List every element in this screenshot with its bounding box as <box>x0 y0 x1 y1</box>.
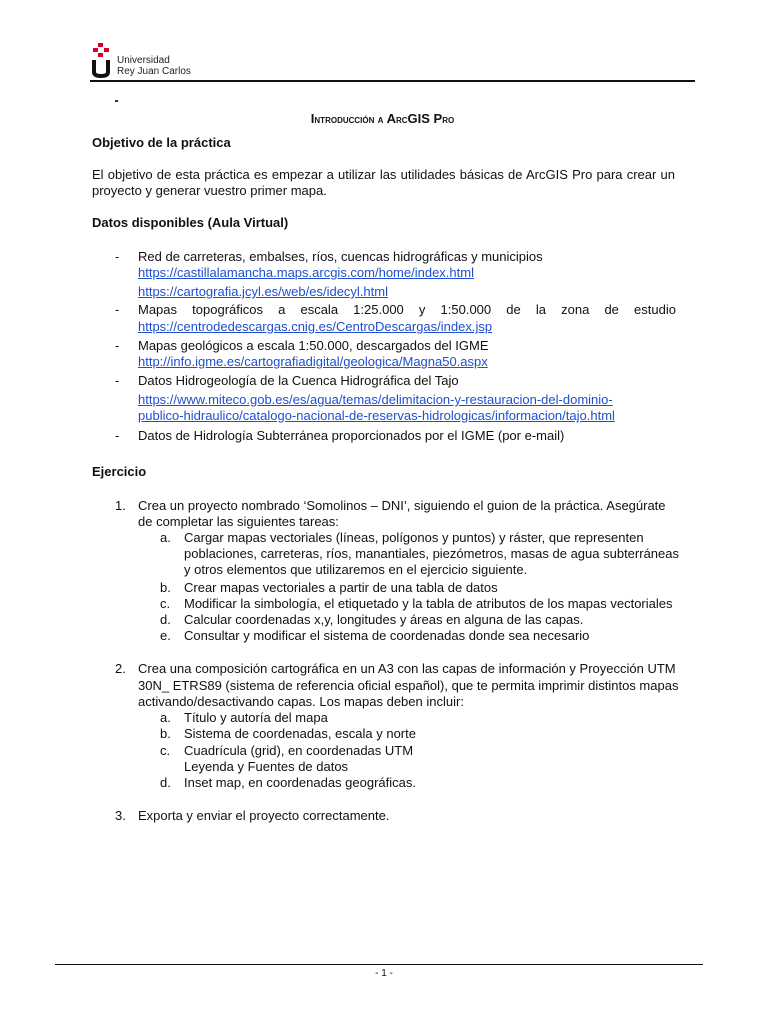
link[interactable]: https://cartografia.jcyl.es/web/es/idecyl.html <box>138 284 388 299</box>
objetivo-paragraph <box>92 167 675 199</box>
objetivo-line-1: El objetivo de esta práctica es empezar a utilizar las utilidades básicas de ArcGIS Pro para crear un <box>92 167 675 182</box>
document-page: Universidad Rey Juan Carlos Introducción a ArcGIS Pro Objetivo de la práctica El objetivo de esta práctica es empezar a utilizar las utilidades básicas de ArcGIS Pro para crear un proyecto y generar vuestro primer mapa. Datos disponibles (Aula Virtual) - Red de carreteras, embalses, ríos, cuencas hidrográficas y municipios https://castillalamancha.maps.arcgis.com/home/index.html https://cartografia.jcyl.es/web/es/idecyl.html - Mapas topográficos a escala 1:25.000 y 1:50.000 de la zona de estudio https://centrodedescargas.cnig.es/CentroDescargas/index.jsp - Mapas geológicos a escala 1:50.000, descargados del IGME http://info.igme.es/cartografiadigital/geologica/Magna50.aspx - Datos Hidrogeología de la Cuenca Hidrográfica del Tajo https://www.miteco.gob.es/es/agua/temas/delimitacion-y-restauracion-del-dominio- publico-hidraulico/catalogo-nacional-de-reservas-hidrologicas/informacion/tajo.html - Datos de Hidrología Subterránea proporcionados por el IGME (por e-mail) Ejercicio 1. Crea un proyecto nombrado ‘Somolinos – DNI’, siguiendo el guion de la práctica. Asegúrate de completar las siguientes tareas: a. Cargar mapas vectoriales (líneas, polígonos y puntos) y ráster, que representen poblaciones, carreteras, ríos, manantiales, piezómetros, masas de agua subterráneas y otros elementos que utilizaremos en el ejercicio siguiente. b. Crear mapas vectoriales a partir de una tabla de datos c. Modificar la simbología, el etiquetado y la tabla de atributos de los mapas vectoriales d. Calcular coordenadas x,y, longitudes y áreas en alguna de las capas. e. Consultar y modificar el sistema de coordenadas donde sea necesario 2. Crea una composición cartográfica en un A3 con las capas de información y Proyección UTM 30N_ ETRS89 (sistema de referencia oficial español), que te permita imprimir distintos mapas activando/desactivando capas. Los mapas deben incluir: a. Título y autoría del mapa b. Sistema de coordenadas, escala y norte c. Cuadrícula (grid), en coordenadas UTM Leyenda y Fuentes de datos d. Inset map, en coordenadas geográficas. 3. Exporta y enviar el proyecto correctamente. - 1 - <box>0 0 768 1024</box>
ejercicio-heading: Ejercicio <box>92 464 147 479</box>
link[interactable]: http://info.igme.es/cartografiadigital/geologica/Magna50.aspx <box>138 354 488 369</box>
university-line-1: Universidad <box>117 55 170 66</box>
link[interactable]: https://castillalamancha.maps.arcgis.com/home/index.html <box>138 265 474 280</box>
university-name <box>117 55 191 77</box>
university-logo-icon <box>90 43 112 79</box>
objetivo-heading: Objetivo de la práctica <box>92 135 231 150</box>
datos-heading: Datos disponibles (Aula Virtual) <box>92 215 289 230</box>
footer-divider <box>55 964 703 965</box>
objetivo-line-2: proyecto y generar vuestro primer mapa. <box>92 183 327 198</box>
link[interactable]: https://www.miteco.gob.es/es/agua/temas/delimitacion-y-restauracion-del-dominio- <box>138 392 613 407</box>
page-number: - 1 - <box>375 968 393 979</box>
link[interactable]: https://centrodedescargas.cnig.es/CentroDescargas/index.jsp <box>138 319 493 334</box>
university-line-2: Rey Juan Carlos <box>117 66 191 77</box>
stray-mark <box>115 100 118 102</box>
header-divider <box>90 80 695 82</box>
link[interactable]: publico-hidraulico/catalogo-nacional-de-reservas-hidrologicas/informacion/tajo.html <box>138 408 615 423</box>
document-title: Introducción a ArcGIS Pro <box>310 111 455 126</box>
justified-line: Mapas topográficos a escala 1:25.000 y 1:50.000 de la zona de estudio <box>138 302 676 317</box>
